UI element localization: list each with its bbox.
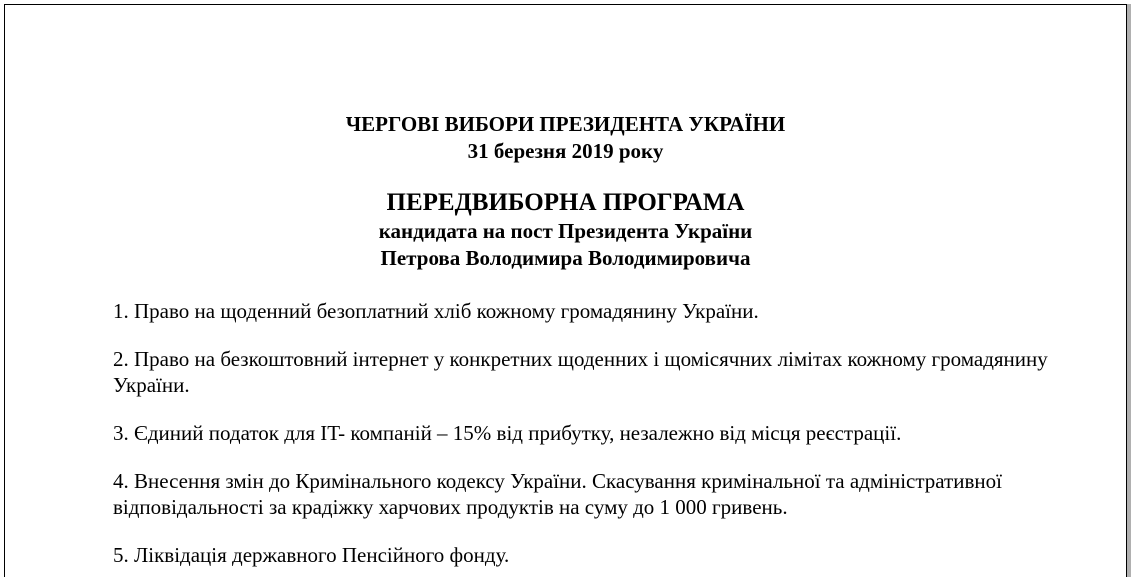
candidate-line: кандидата на пост Президента України (378, 219, 753, 243)
program-items (113, 298, 1086, 577)
program-item-1: 1. Право на щоденний безоплатний хліб кожному громадянину України. (113, 299, 759, 323)
program-item-3: 3. Єдиний податок для IT- компаній – 15% від прибутку, незалежно від місця реєстрації. (113, 421, 902, 445)
program-item-5: 5. Ліквідація державного Пенсійного фонду. (113, 543, 510, 567)
program-item-2: 2. Право на безкоштовний інтернет у конкретних щоденних і щомісячних лімітах кожному громадянину України. (113, 347, 1048, 397)
candidate-name: Петрова Володимира Володимировича (380, 246, 751, 270)
election-title: ЧЕРГОВІ ВИБОРИ ПРЕЗИДЕНТА УКРАЇНИ (345, 112, 786, 136)
program-item-4: 4. Внесення змін до Кримінального кодексу України. Скасування кримінальної та адміністративної відповідальності за крадіжку харчових продуктів на суму до 1 000 гривень. (113, 469, 1002, 519)
election-date: 31 березня 2019 року (467, 139, 664, 163)
document-header (5, 111, 1126, 272)
document-page (4, 4, 1127, 577)
program-title: ПЕРЕДВИБОРНА ПРОГРАМА (386, 189, 745, 216)
